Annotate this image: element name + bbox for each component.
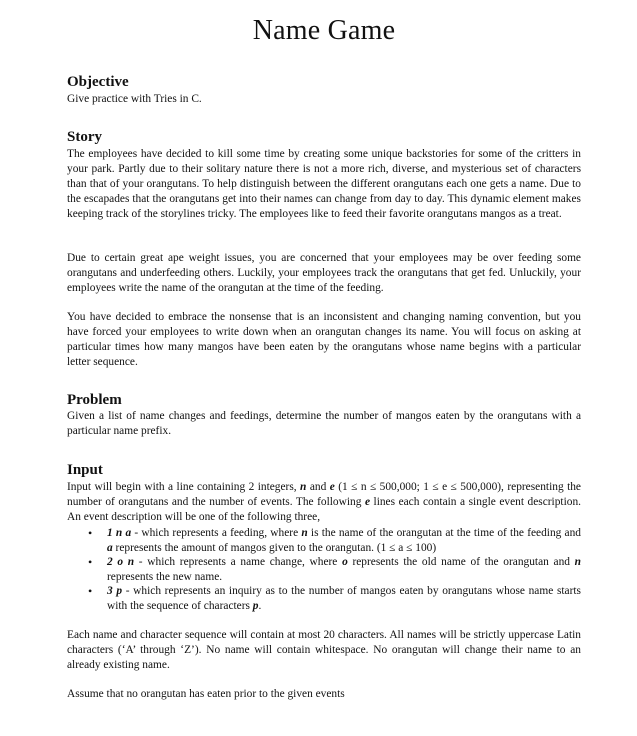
event-list — [67, 526, 581, 613]
story-heading: Story — [67, 129, 102, 145]
event-item-name-change: • 2 o n - which represents a name change, where o represents the old name of the orangutan and n represents the new name. — [67, 555, 581, 584]
story-paragraph-3: You have decided to embrace the nonsense that is an inconsistent and changing naming convention, but you have forced your employees to write down when an orangutan changes its name. You will focus on asking at particular times how many mangos have been eaten by the orangutans whose name begins with a particular letter sequence. — [67, 311, 581, 368]
page-title: Name Game — [252, 15, 396, 46]
input-intro: Input will begin with a line containing 2 integers, n and e (1 ≤ n ≤ 500,000; 1 ≤ e ≤ 500,000), representing the number of orangutans and the number of events. The following e lines each contain a single event description. An event description will be one of the following three, — [67, 481, 581, 523]
story-paragraph-2: Due to certain great ape weight issues, you are concerned that your employees may be over feeding some orangutans and underfeeding others. Luckily, your employees track the orangutans that get fed. Unluckily, your employees write the name of the orangutan at the time of the feeding. — [67, 252, 581, 294]
problem-heading: Problem — [67, 392, 122, 408]
input-constraints: Each name and character sequence will contain at most 20 characters. All names will be strictly uppercase Latin characters (‘A’ through ‘Z’). No name will contain whitespace. No orangutan will change their name to an already existing name. — [67, 629, 581, 671]
event-item-inquiry: • 3 p - which represents an inquiry as to the number of mangos eaten by orangutans whose name starts with the sequence of characters p. — [67, 584, 581, 613]
story-paragraph-1: The employees have decided to kill some time by creating some unique backstories for some of the critters in your park. Partly due to their solitary nature there is not a more rich, diverse, and mysterious set of characters than that of your orangutans. To help distinguish between the different orangutans each one gets a name. Due to the escapades that the orangutans get into their names can change from day to day. This dynamic element makes keeping track of the storylines tricky. The employees like to feed their favorite orangutans mangos as a treat. — [67, 148, 581, 220]
objective-text: Give practice with Tries in C. — [67, 93, 202, 105]
problem-text: Given a list of name changes and feedings, determine the number of mangos eaten by the orangutans with a particular name prefix. — [67, 410, 581, 437]
input-heading: Input — [67, 462, 103, 478]
objective-heading: Objective — [67, 74, 129, 90]
event-item-feeding: • 1 n a - which represents a feeding, where n is the name of the orangutan at the time of the feeding and a represents the amount of mangos given to the orangutan. (1 ≤ a ≤ 100) — [67, 526, 581, 555]
input-assumption: Assume that no orangutan has eaten prior to the given events — [67, 688, 345, 700]
